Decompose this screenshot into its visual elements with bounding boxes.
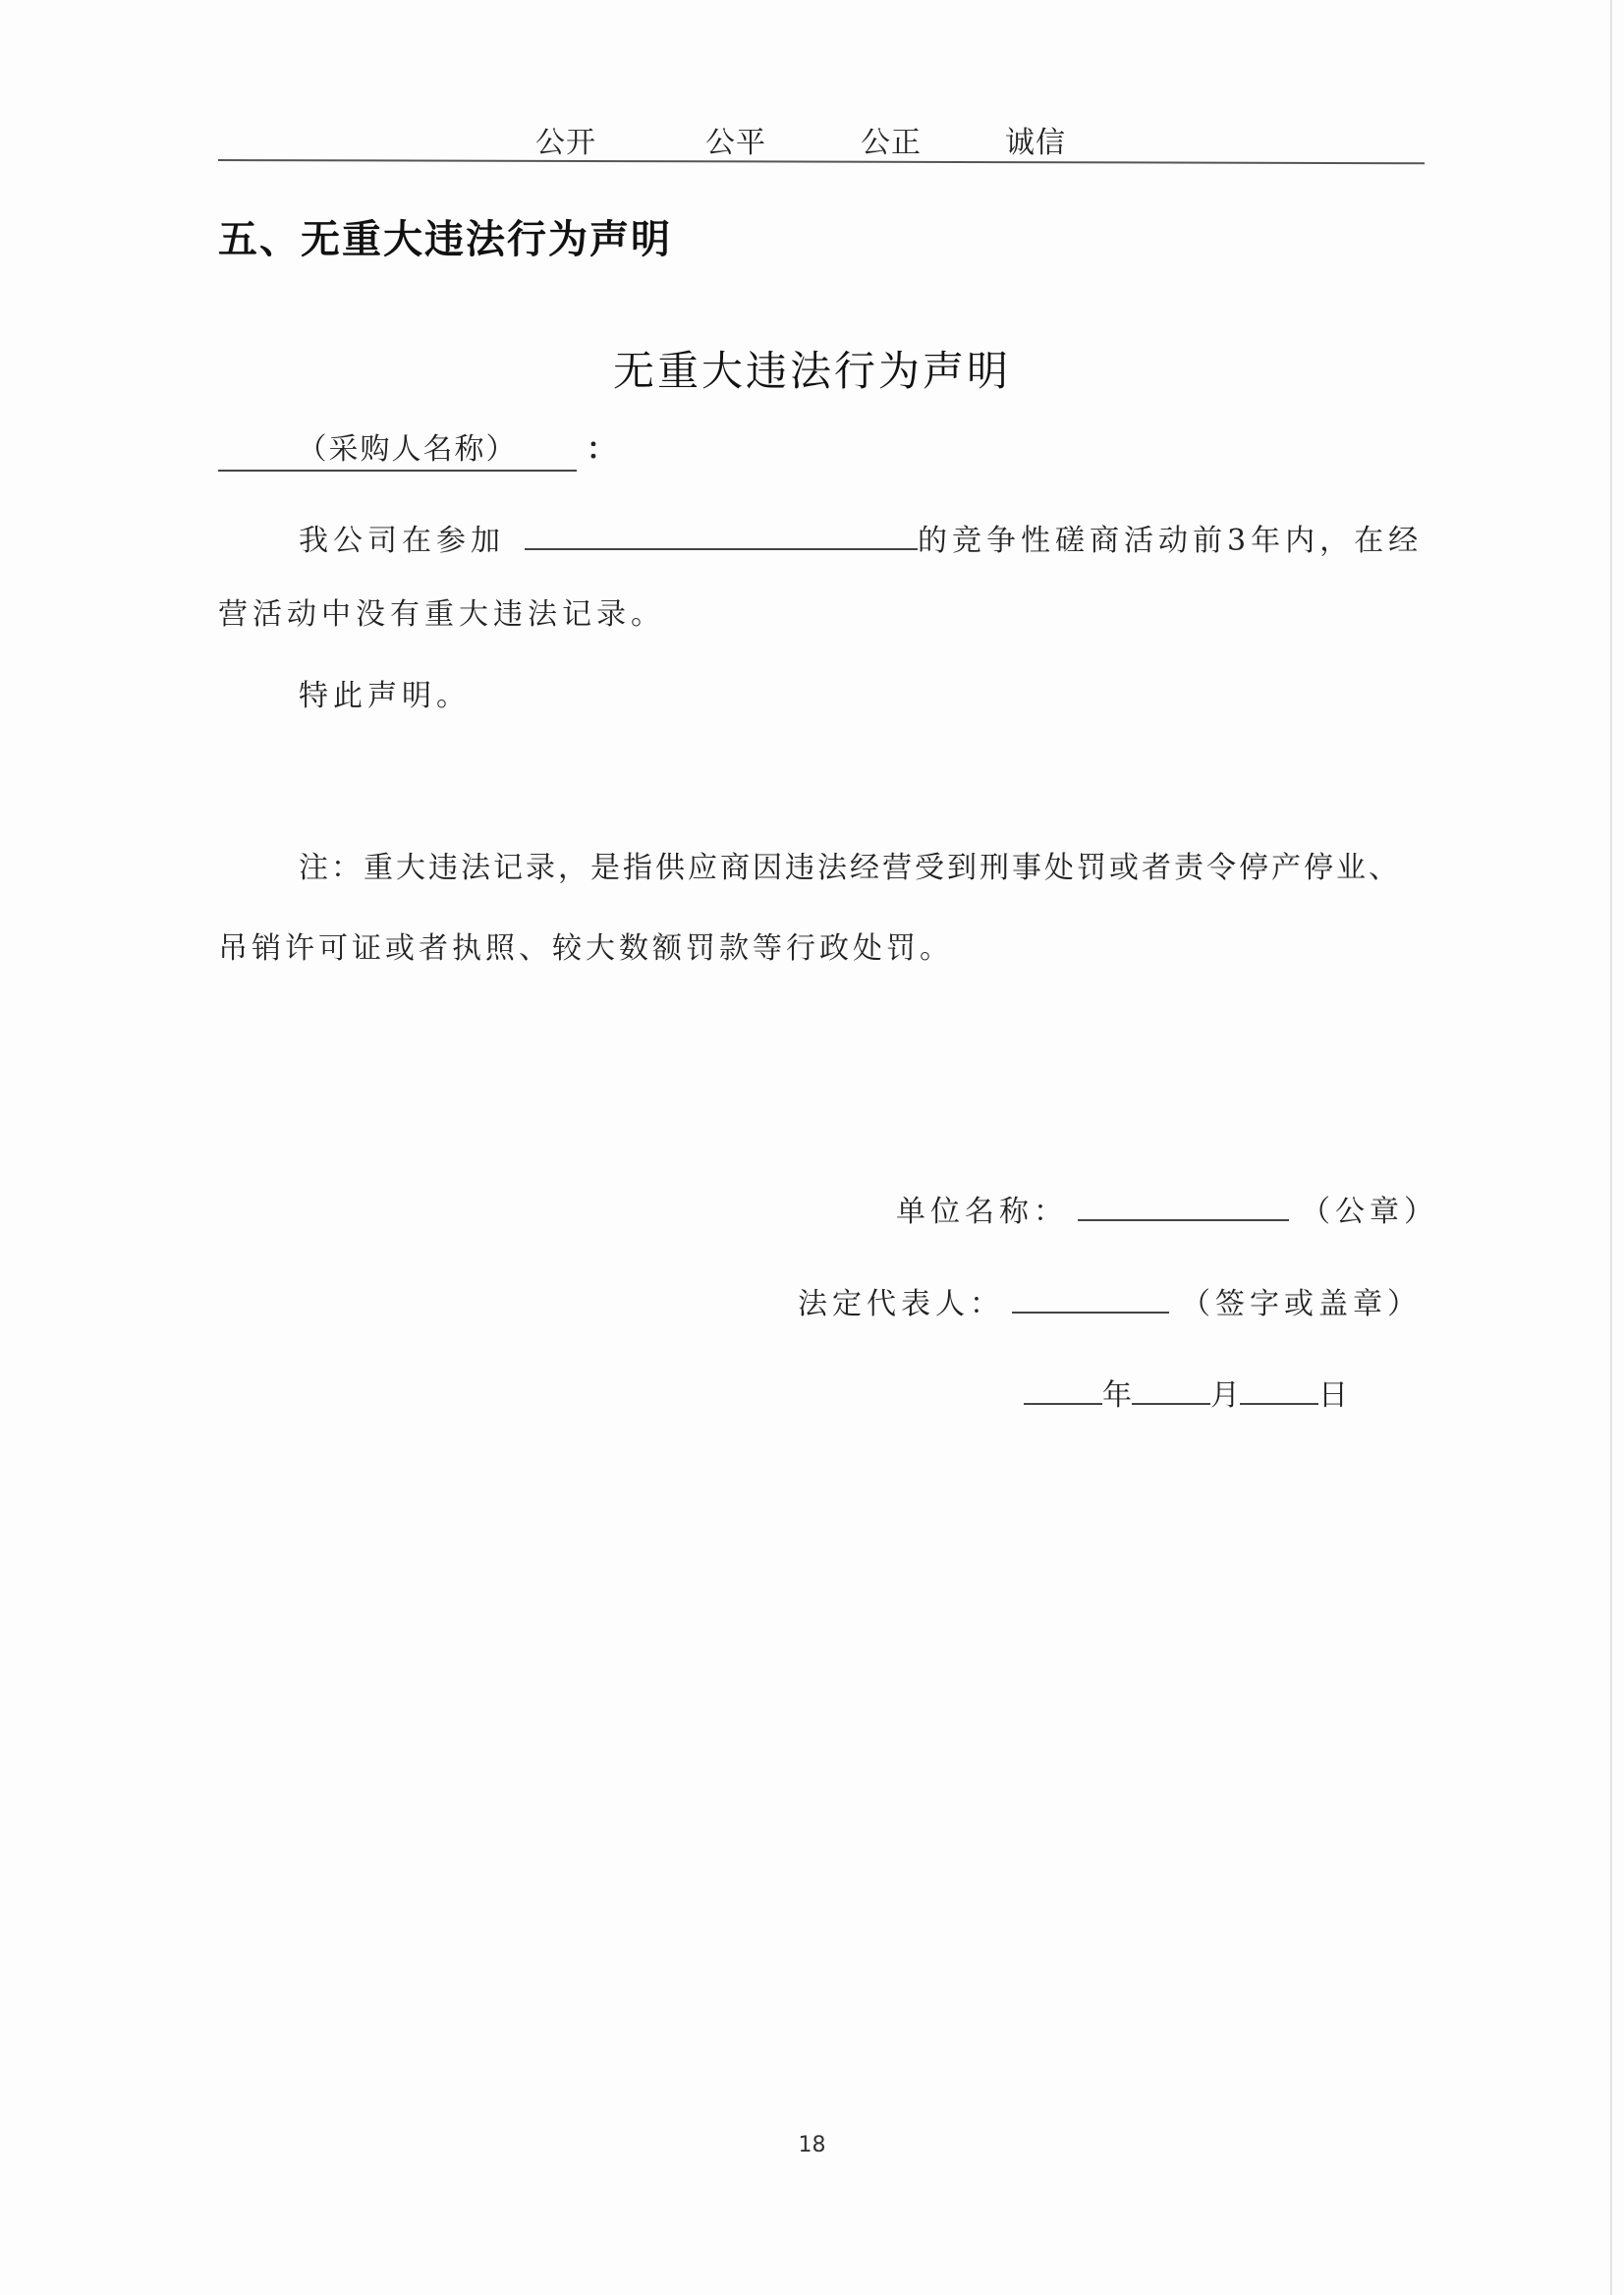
unit-name-row (896, 1187, 1438, 1230)
document-title: 无重大违法行为声明 (612, 347, 1011, 395)
legal-rep-row (798, 1279, 1422, 1322)
page-number: 18 (798, 2133, 826, 2157)
declaration: 特此声明。 (299, 679, 471, 713)
header-word-fair: 公平 (705, 126, 766, 160)
paragraph1-line1 (299, 516, 1423, 559)
header-word-just: 公正 (861, 126, 922, 160)
addressee-line (218, 424, 616, 472)
legal-rep-label: 法定代表人： (798, 1287, 1004, 1321)
paragraph1-line2: 营活动中没有重大违法记录。 (218, 597, 665, 632)
month-blank (1132, 1402, 1210, 1405)
header-word-open: 公开 (535, 126, 596, 160)
unit-seal-label: （公章） (1301, 1195, 1438, 1229)
addressee-colon: ： (587, 432, 616, 467)
day-label: 日 (1318, 1378, 1348, 1413)
year-blank (1024, 1402, 1102, 1405)
header-rule (218, 159, 1425, 164)
date-row (1024, 1371, 1348, 1414)
paragraph1-part1: 我公司在参加 (299, 524, 505, 558)
unit-name-label: 单位名称： (896, 1195, 1068, 1229)
note-line2: 吊销许可证或者执照、较大数额罚款等行政处罚。 (218, 931, 953, 966)
note-line1: 注：重大违法记录，是指供应商因违法经营受到刑事处罚或者责令停产停业、 (299, 851, 1401, 885)
unit-name-blank (1078, 1218, 1289, 1221)
year-label: 年 (1102, 1378, 1132, 1413)
project-name-blank (525, 547, 918, 550)
addressee-name: （采购人名称） (218, 424, 577, 472)
legal-rep-blank (1012, 1311, 1169, 1314)
legal-rep-sign-label: （签字或盖章） (1181, 1287, 1422, 1321)
paragraph1-part2: 的竞争性磋商活动前3年内，在经 (918, 524, 1424, 558)
section-title: 五、无重大违法行为声明 (218, 217, 672, 262)
day-blank (1240, 1402, 1318, 1405)
header-word-integrity: 诚信 (1005, 126, 1066, 160)
month-label: 月 (1210, 1378, 1240, 1413)
